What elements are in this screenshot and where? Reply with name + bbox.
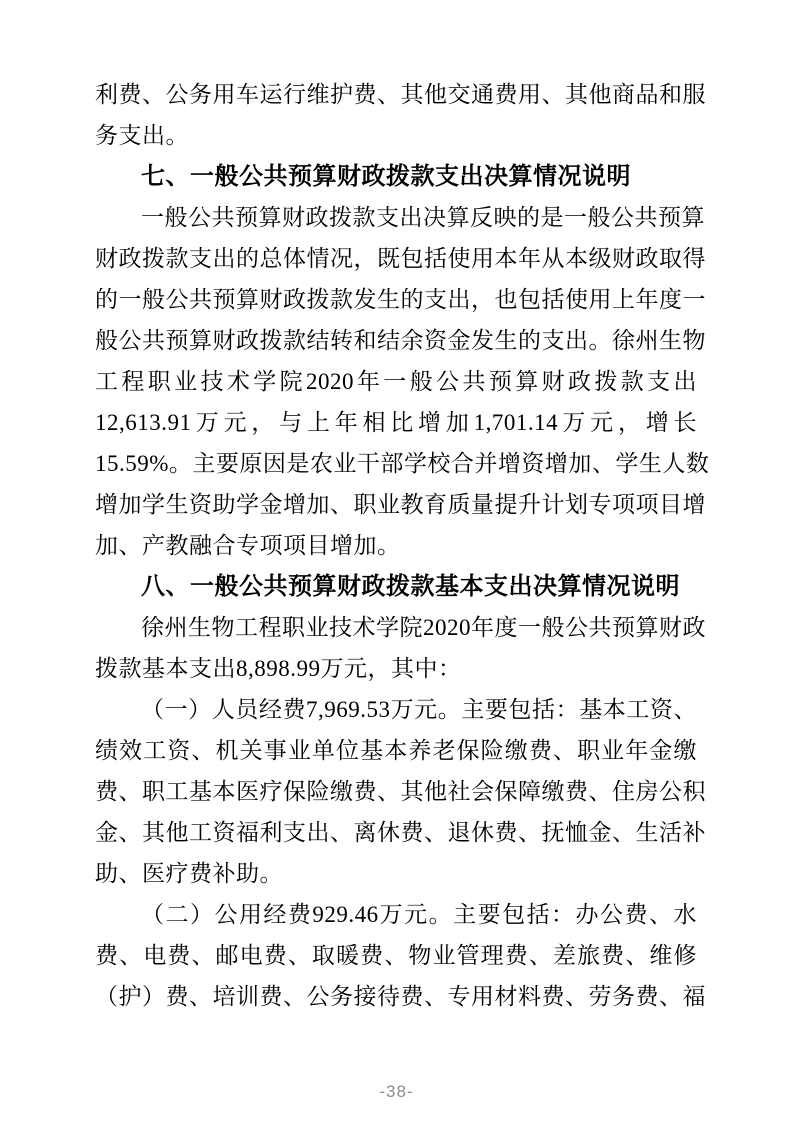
body-line: 费、电费、邮电费、取暖费、物业管理费、差旅费、维修 — [95, 943, 697, 968]
body-line: 的一般公共预算财政拨款发生的支出，也包括使用上年度一 — [95, 287, 706, 312]
body-line: 务支出。 — [95, 123, 189, 148]
body-line: 加、产教融合专项项目增加。 — [95, 533, 401, 558]
body-line: 工程职业技术学院2020年一般公共预算财政拨款支出 — [95, 369, 697, 394]
body-line: 助、医疗费补助。 — [95, 861, 283, 886]
body-line: 费、职工基本医疗保险缴费、其他社会保障缴费、住房公积 — [95, 779, 706, 804]
section-heading-7: 七、一般公共预算财政拨款支出决算情况说明 — [141, 163, 631, 190]
body-line: 绩效工资、机关事业单位基本养老保险缴费、职业年金缴 — [95, 738, 697, 763]
body-line: 利费、公务用车运行维护费、其他交通费用、其他商品和服 — [95, 82, 706, 107]
body-line: 拨款基本支出8,898.99万元，其中： — [95, 656, 462, 681]
body-line: 金、其他工资福利支出、离休费、退休费、抚恤金、生活补 — [95, 820, 706, 845]
body-line: 12,613.91万元，与上年相比增加1,701.14万元，增长 — [95, 410, 697, 435]
page-number: -38- — [379, 1082, 414, 1101]
page-body — [95, 74, 710, 1017]
section-heading-8: 八、一般公共预算财政拨款基本支出决算情况说明 — [141, 573, 680, 600]
body-line: 增加学生资助学金增加、职业教育质量提升计划专项项目增 — [95, 492, 706, 517]
body-line: 一般公共预算财政拨款支出决算反映的是一般公共预算 — [141, 205, 705, 230]
body-line: （二）公用经费929.46万元。主要包括：办公费、水 — [141, 902, 697, 927]
body-line: （护）费、培训费、公务接待费、专用材料费、劳务费、福 — [95, 984, 706, 1009]
body-line: 徐州生物工程职业技术学院2020年度一般公共预算财政 — [141, 615, 706, 640]
body-line: 般公共预算财政拨款结转和结余资金发生的支出。徐州生物 — [95, 328, 706, 353]
body-line: （一）人员经费7,969.53万元。主要包括：基本工资、 — [141, 697, 697, 722]
body-line: 15.59%。主要原因是农业干部学校合并增资增加、学生人数 — [95, 451, 710, 476]
body-line: 财政拨款支出的总体情况，既包括使用本年从本级财政取得 — [95, 246, 706, 271]
